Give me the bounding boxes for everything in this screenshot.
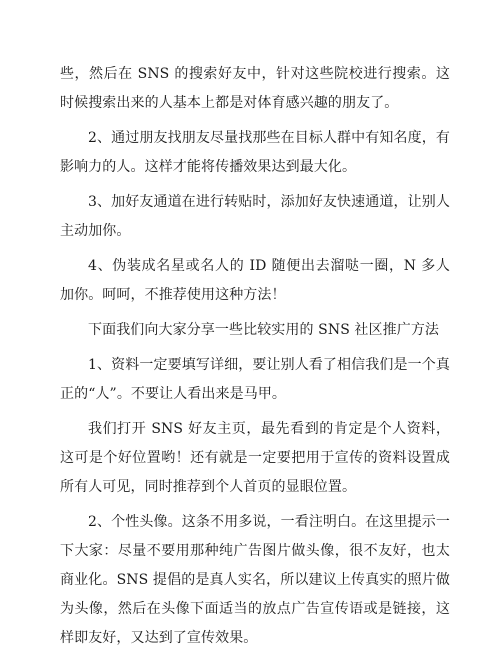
paragraph-6: 1、资料一定要填写详细，要让别人看了相信我们是一个真正的“人”。不要让人看出来是马甲。 (60, 357, 450, 402)
paragraph-8: 2、个性头像。这条不用多说，一看注明白。在这里提示一下大家：尽量不要用那种纯广告图片做头像，很不友好，也太商业化。SNS 提倡的是真人实名，所以建议上传真实的照片做为头像，然后在头像下面适当的放点广告宣传语或是链接，这样即友好，又达到了宣传效果。 (60, 514, 450, 646)
paragraph-3: 3、加好友通道在进行转贴时，添加好友快速通道，让别人主动加你。 (60, 194, 450, 239)
paragraph-1: 些，然后在 SNS 的搜索好友中，针对这些院校进行搜索。这时候搜索出来的人基本上都是对体育感兴趣的朋友了。 (60, 66, 450, 111)
paragraph-2: 2、通过朋友找朋友尽量找那些在目标人群中有知名度，有影响力的人。这样才能将传播效果达到最大化。 (60, 130, 450, 175)
paragraph-7: 我们打开 SNS 好友主页，最先看到的肯定是个人资料，这可是个好位置哟！还有就是一定要把用于宣传的资料设置成所有人可见，同时推荐到个人首页的显眼位置。 (60, 421, 450, 495)
paragraph-5: 下面我们向大家分享一些比较实用的 SNS 社区推广方法 (88, 322, 440, 338)
document-body (60, 60, 450, 659)
paragraph-4: 4、伪装成名星或名人的 ID 随便出去溜哒一圈，N 多人加你。呵呵，不推荐使用这种方法！ (60, 258, 450, 303)
